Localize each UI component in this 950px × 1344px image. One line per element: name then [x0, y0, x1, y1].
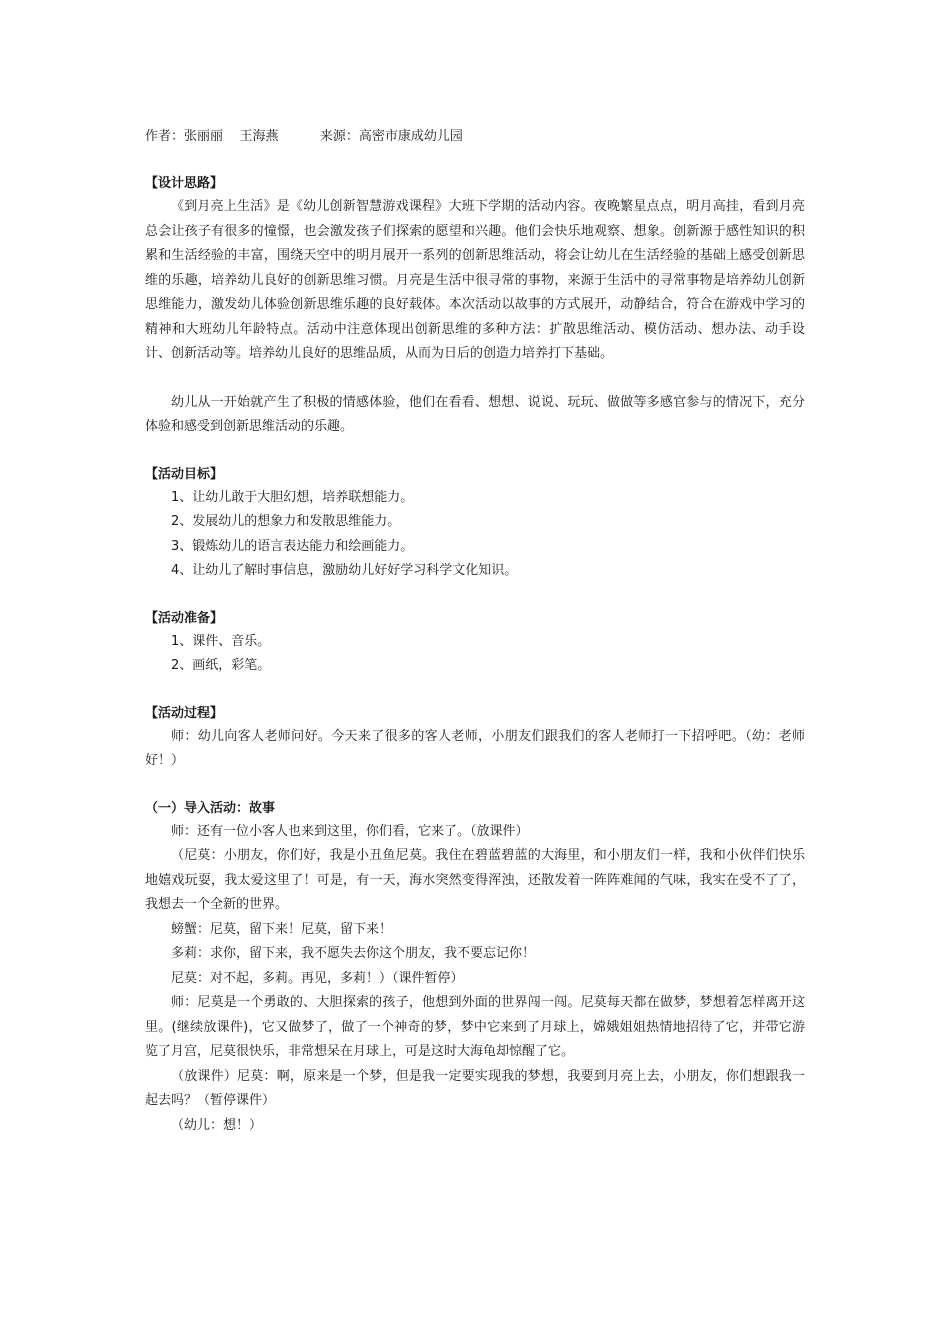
intro-paragraph: 多莉：求你，留下来，我不愿失去你这个朋友，我不要忘记你！ — [171, 946, 536, 961]
intro-paragraph: （放课件）尼莫：啊，原来是一个梦，但是我一定要实现我的梦想，我要到月亮上去，小朋友，你们想跟我一起去吗？（暂停课件） — [145, 1068, 805, 1108]
goal-item: 3、锻炼幼儿的语言表达能力和绘画能力。 — [171, 538, 414, 554]
intro-paragraph: （幼儿：想！） — [171, 1117, 263, 1133]
design-paragraph-1: 《到月亮上生活》是《幼儿创新智慧游戏课程》大班下学期的活动内容。夜晚繁星点点，明月高挂，看到月亮总会让孩子有很多的憧憬，也会激发孩子们探索的愿望和兴趣。他们会快乐地观察、想象。创新源于感性知识的积累和生活经验的丰富，围绕天空中的明月展开一系列的创新思维活动，将会让幼儿在生活经验的基础上感受创新思维的乐趣，培养幼儿良好的创新思维习惯。月亮是生活中很寻常的事物，来源于生活中的寻常事物是培养幼儿创新思维能力，激发幼儿体验创新思维乐趣的良好载体。本次活动以故事的方式展开，动静结合，符合在游戏中学习的精神和大班幼儿年龄特点。活动中注意体现出创新思维的多种方法：扩散思维活动、模仿活动、想办法、动手设计、创新活动等。培养幼儿良好的思维品质，从而为日后的创造力培养打下基础。 — [145, 199, 805, 361]
prep-heading: 【活动准备】 — [145, 610, 224, 626]
intro-paragraph: （尼莫：小朋友，你们好，我是小丑鱼尼莫。我住在碧蓝碧蓝的大海里，和小朋友们一样，我和小伙伴们快乐地嬉戏玩耍，我太爱这里了！可是，有一天，海水突然变得浑浊，还散发着一阵阵难闻的气味，我实在受不了了，我想去一个全新的世界。 — [145, 848, 805, 912]
intro-paragraph: 尼莫：对不起，多莉。再见，多莉！）（课件暂停） — [171, 970, 464, 986]
process-paragraph: 师：幼儿向客人老师问好。今天来了很多的客人老师，小朋友们跟我们的客人老师打一下招呼吧。（幼：老师好！） — [145, 728, 805, 768]
goal-item: 4、让幼儿了解时事信息，激励幼儿好好学习科学文化知识。 — [171, 563, 518, 578]
intro-heading: （一）导入活动：故事 — [145, 800, 276, 816]
goals-heading: 【活动目标】 — [145, 466, 224, 482]
design-heading: 【设计思路】 — [145, 176, 224, 191]
author-source-line: 作者：张丽丽 王海燕 来源：高密市康成幼儿园 — [145, 129, 463, 144]
intro-paragraph: 师：尼莫是一个勇敢的、大胆探索的孩子，他想到外面的世界闯一闯。尼莫每天都在做梦，梦想着怎样离开这里。(继续放课件)，它又做梦了，做了一个神奇的梦，梦中它来到了月球上，嫦娥姐姐热情地招待了它，并带它游览了月宫，尼莫很快乐，非常想呆在月球上，可是这时大海龟却惊醒了它。 — [145, 995, 805, 1059]
intro-paragraph: 师：还有一位小客人也来到这里，你们看，它来了。（放课件） — [171, 823, 529, 839]
process-heading: 【活动过程】 — [145, 705, 224, 721]
goal-item: 2、发展幼儿的想象力和发散思维能力。 — [171, 514, 401, 529]
goal-item: 1、让幼儿敢于大胆幻想，培养联想能力。 — [171, 489, 414, 505]
design-paragraph-2: 幼儿从一开始就产生了积极的情感体验，他们在看看、想想、说说、玩玩、做做等多感官参与的情况下，充分体验和感受到创新思维活动的乐趣。 — [145, 394, 805, 434]
document-body — [145, 127, 805, 1138]
prep-item: 2、画纸，彩笔。 — [171, 658, 271, 673]
intro-paragraph: 螃蟹：尼莫，留下来！尼莫，留下来！ — [171, 921, 393, 937]
prep-item: 1、课件、音乐。 — [171, 633, 271, 649]
